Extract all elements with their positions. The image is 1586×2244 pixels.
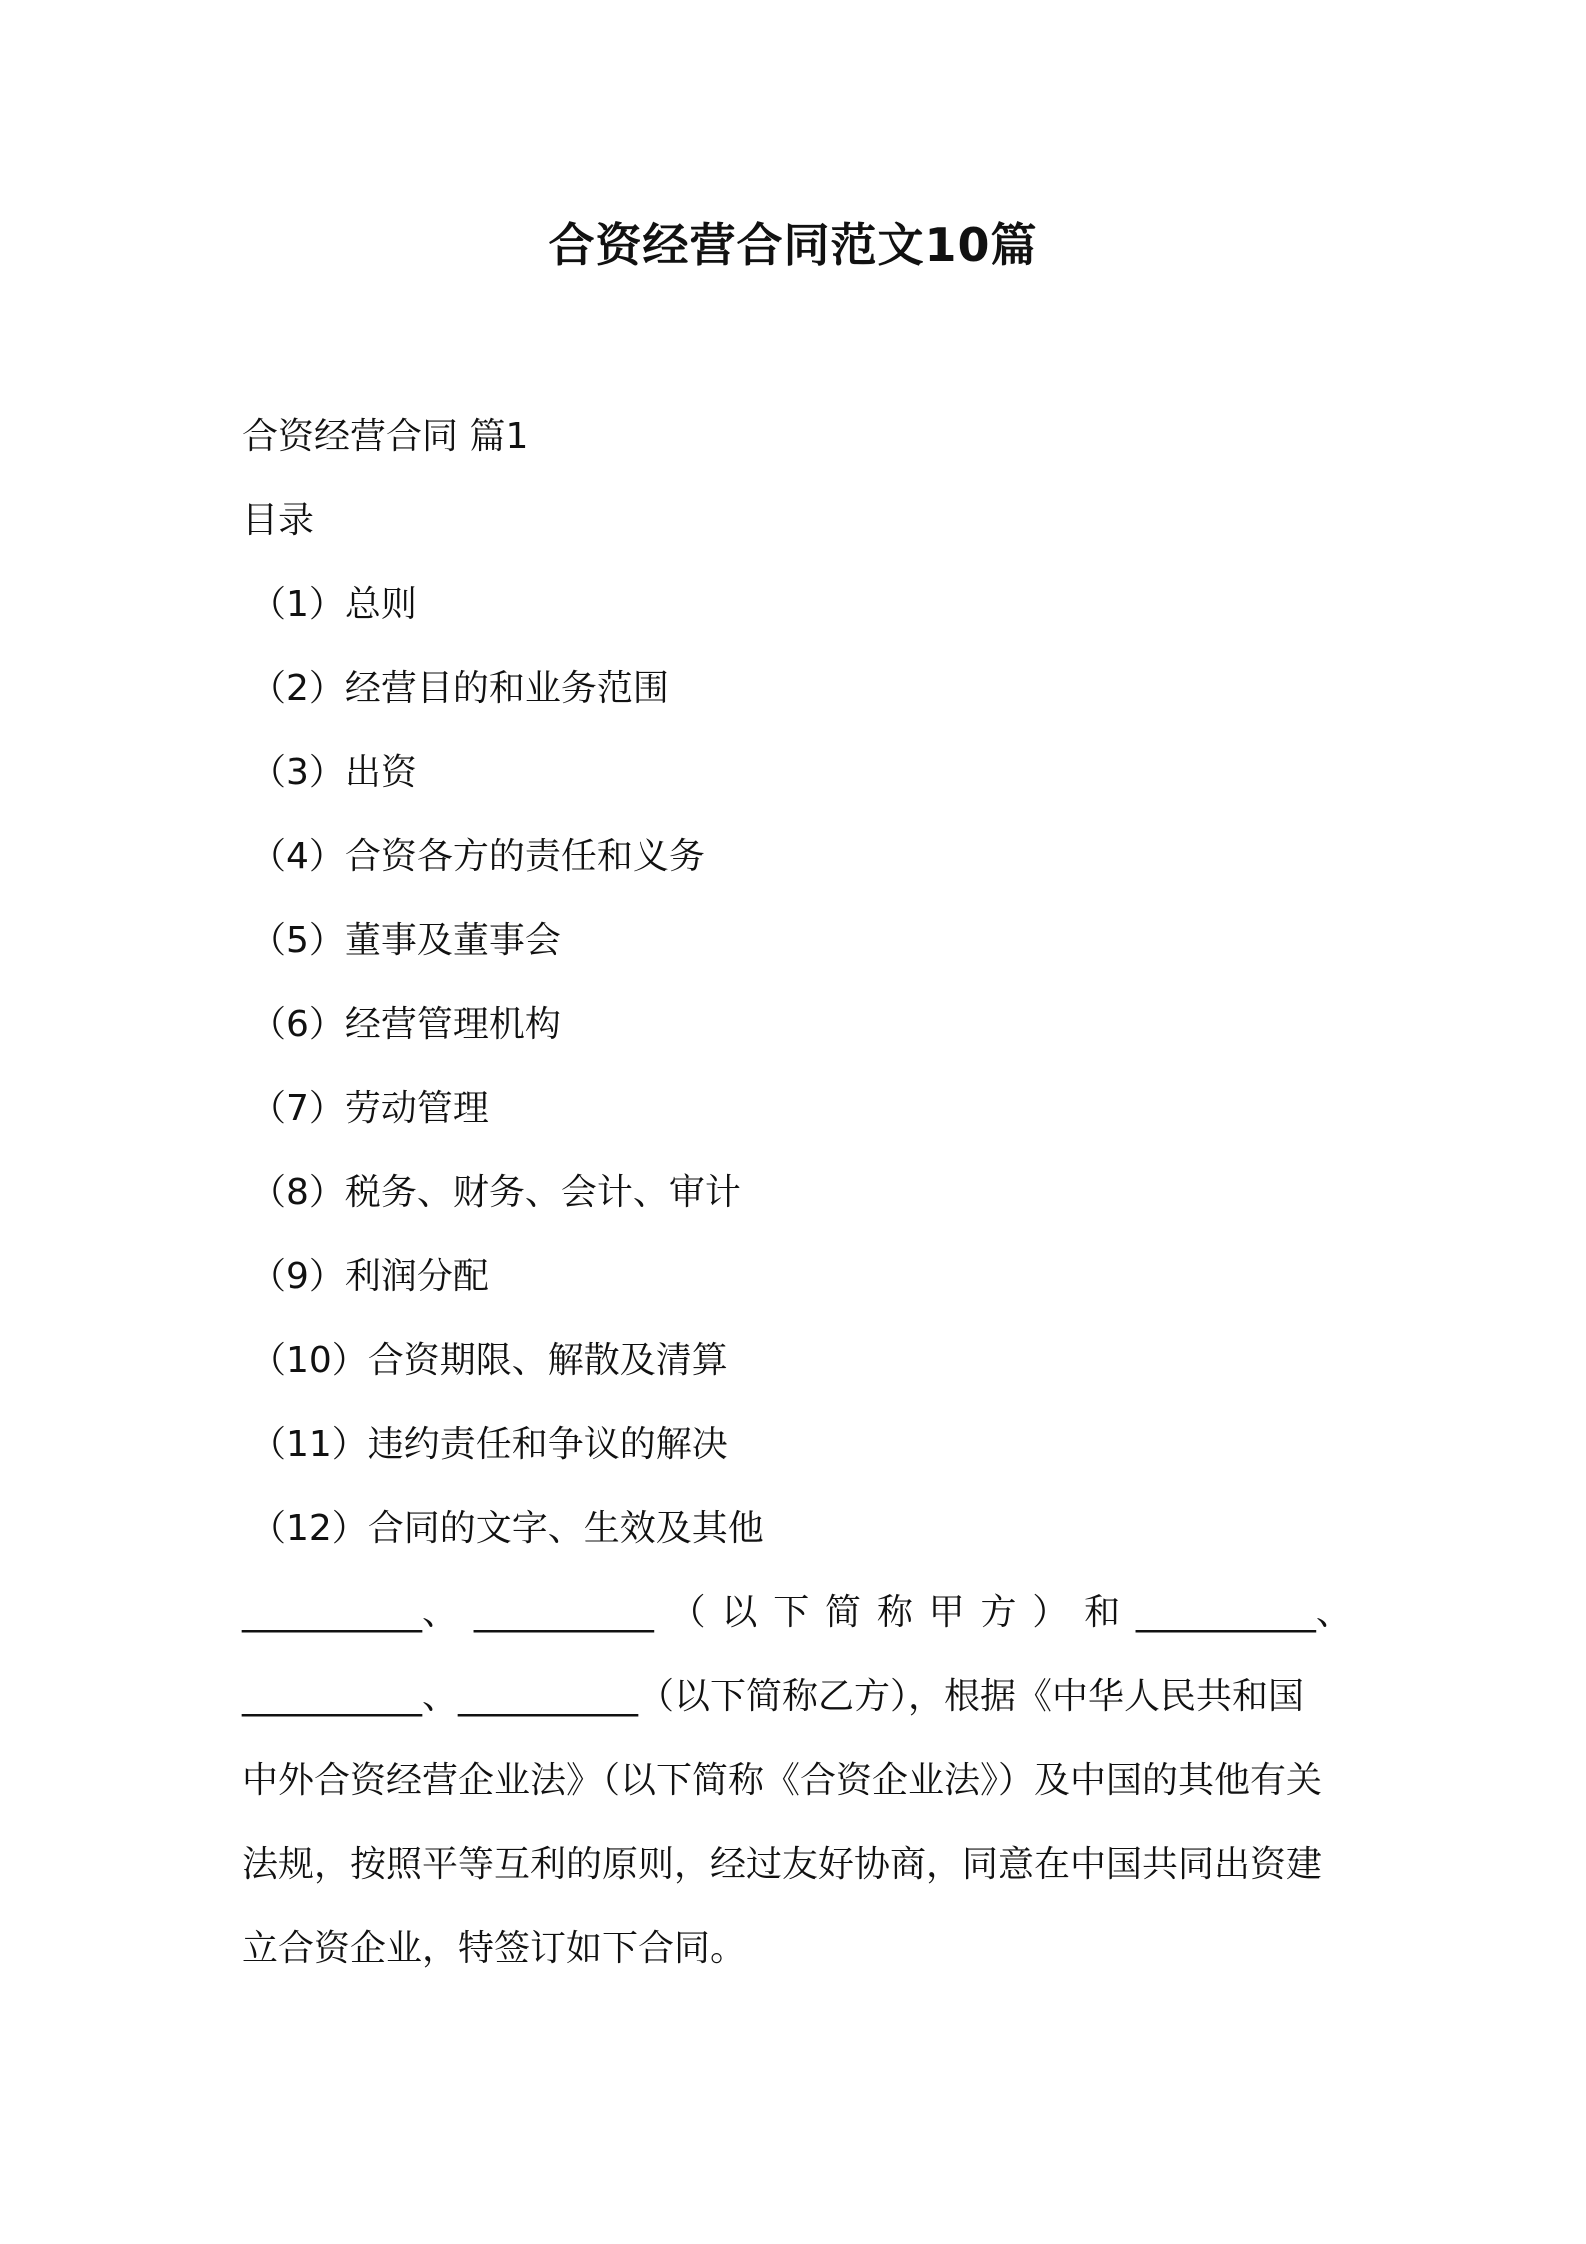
toc-item: （11）违约责任和争议的解决 bbox=[250, 1424, 728, 1465]
intro-word: 称 bbox=[876, 1592, 913, 1633]
toc-item: （3）出资 bbox=[250, 752, 417, 793]
intro-word: __________、 bbox=[1135, 1592, 1352, 1633]
toc-item: （5）董事及董事会 bbox=[250, 920, 561, 961]
toc-item: （8）税务、财务、会计、审计 bbox=[250, 1172, 741, 1213]
intro-word: 方 bbox=[980, 1592, 1017, 1633]
intro-line-justified bbox=[242, 1571, 1352, 1655]
intro-word: 简 bbox=[825, 1592, 862, 1633]
intro-line: 立合资企业，特签订如下合同。 bbox=[242, 1928, 747, 1969]
toc-item: （6）经营管理机构 bbox=[250, 1004, 561, 1045]
intro-word: 和 bbox=[1084, 1592, 1121, 1633]
intro-word: 甲 bbox=[928, 1592, 965, 1633]
document-title: 合资经营合同范文10篇 bbox=[548, 218, 1038, 272]
toc-item: （9）利润分配 bbox=[250, 1256, 489, 1297]
table-of-contents bbox=[242, 563, 1352, 1571]
toc-heading: 目录 bbox=[242, 500, 315, 541]
intro-line: __________、__________（以下简称乙方），根据《中华人民共和国 bbox=[242, 1676, 1305, 1717]
toc-item: （12）合同的文字、生效及其他 bbox=[250, 1508, 764, 1549]
intro-line: 法规，按照平等互利的原则，经过友好协商，同意在中国共同出资建 bbox=[242, 1844, 1323, 1885]
intro-line: 中外合资经营企业法》（以下简称《合资企业法》）及中国的其他有关 bbox=[242, 1760, 1323, 1801]
intro-word: ） bbox=[1032, 1592, 1069, 1633]
toc-item: （1）总则 bbox=[250, 584, 417, 625]
document-body bbox=[242, 395, 1352, 1991]
toc-item: （7）劳动管理 bbox=[250, 1088, 489, 1129]
intro-paragraph bbox=[242, 1571, 1352, 1991]
intro-word: （ bbox=[669, 1592, 706, 1633]
toc-item: （2）经营目的和业务范围 bbox=[250, 668, 669, 709]
section-heading: 合资经营合同 篇1 bbox=[242, 416, 529, 457]
intro-word: 下 bbox=[773, 1592, 810, 1633]
intro-word: __________ bbox=[473, 1592, 654, 1633]
toc-item: （10）合资期限、解散及清算 bbox=[250, 1340, 728, 1381]
toc-item: （4）合资各方的责任和义务 bbox=[250, 836, 705, 877]
intro-word: 以 bbox=[721, 1592, 758, 1633]
intro-word: __________、 bbox=[242, 1592, 459, 1633]
